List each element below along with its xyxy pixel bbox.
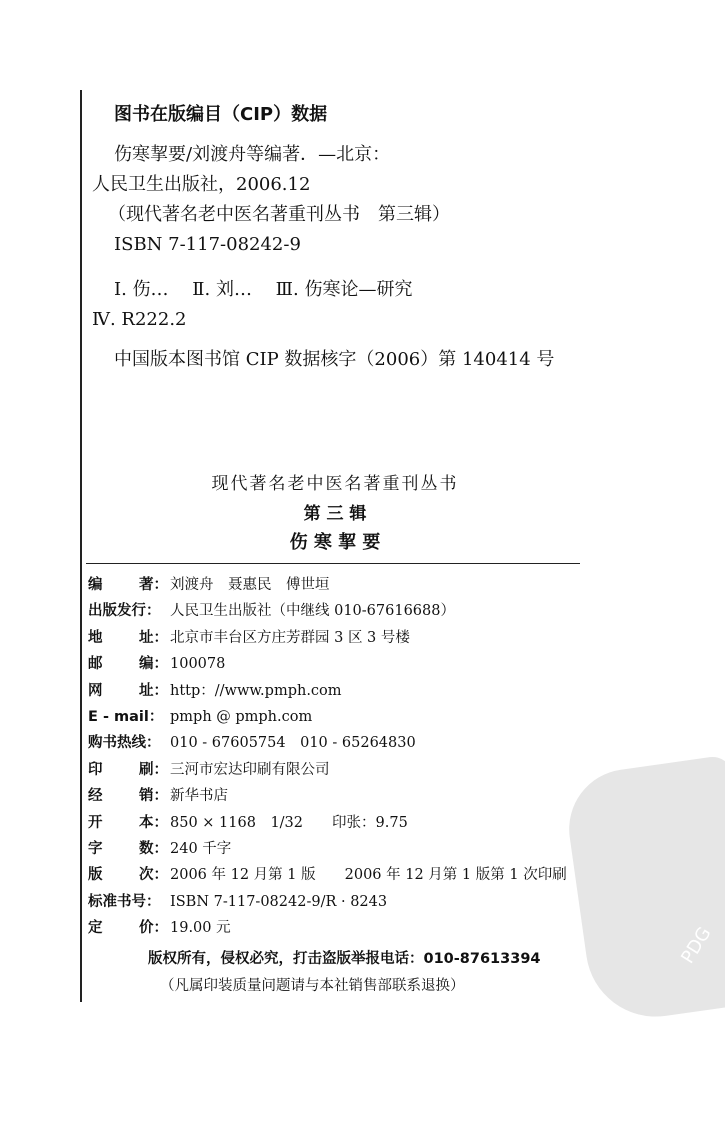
detail-label-part: 开: [88, 814, 103, 831]
detail-label-part: 标准书号：: [88, 893, 161, 910]
detail-label-part: 定: [88, 920, 103, 937]
detail-label: [88, 682, 168, 700]
detail-row: [88, 866, 567, 884]
detail-label: [88, 576, 168, 594]
seal-watermark: [561, 754, 725, 1025]
detail-value: 19.00 元: [170, 920, 231, 937]
detail-label-part: 著：: [139, 577, 168, 593]
detail-label: [88, 840, 168, 858]
detail-value: 2006 年 12 月第 1 版 2006 年 12 月第 1 版第 1 次印刷: [170, 867, 567, 884]
detail-label: [88, 893, 168, 911]
cip-line: （现代著名老中医名著重刊丛书 第三辑）: [108, 204, 450, 225]
detail-value: 010 - 67605754 010 - 65264830: [170, 735, 416, 752]
cip-line: Ⅰ. 伤… Ⅱ. 刘… Ⅲ. 伤寒论—研究: [114, 279, 413, 300]
detail-row: [88, 708, 312, 726]
detail-label: [88, 866, 168, 884]
detail-label: [88, 602, 168, 620]
detail-label-part: 出版发行：: [88, 603, 161, 620]
detail-value: ISBN 7-117-08242-9/R · 8243: [170, 893, 388, 910]
detail-row: [88, 682, 342, 700]
detail-label-part: 版: [88, 867, 103, 884]
detail-label: [88, 655, 168, 673]
detail-row: [88, 840, 231, 858]
cip-line: 人民卫生出版社，2006.12: [92, 174, 311, 195]
detail-label: [88, 629, 168, 647]
detail-row: [88, 893, 387, 911]
volume-label: 第 三 辑: [303, 504, 367, 524]
divider: [86, 563, 580, 564]
detail-label-part: 经: [88, 788, 103, 805]
detail-label-part: 刷：: [139, 761, 168, 778]
detail-label: [88, 734, 168, 752]
detail-label-part: 编：: [139, 656, 168, 673]
detail-row: [88, 734, 416, 752]
detail-label-part: 印: [88, 761, 103, 778]
book-title: 伤 寒 挈 要: [289, 532, 381, 553]
detail-label-part: 次：: [139, 867, 168, 884]
detail-label: [88, 814, 168, 832]
detail-value: 三河市宏达印刷有限公司: [170, 761, 330, 778]
cip-line: 中国版本图书馆 CIP 数据核字（2006）第 140414 号: [114, 349, 555, 370]
detail-label-part: 邮: [88, 656, 103, 673]
detail-label-part: 数：: [139, 841, 168, 857]
detail-label-part: 地: [88, 629, 103, 646]
detail-row: [88, 814, 408, 832]
detail-value: 新华书店: [170, 788, 228, 805]
detail-label-part: 址：: [139, 629, 168, 646]
detail-label-part: 价：: [139, 920, 168, 937]
copyright-notice: 版权所有，侵权必究，打击盗版举报电话：010-87613394: [148, 951, 541, 967]
cip-heading: 图书在版编目（CIP）数据: [114, 104, 328, 125]
detail-value: 100078: [170, 656, 226, 673]
detail-label-part: 址：: [139, 682, 168, 699]
detail-value: 850 × 1168 1/32 印张：9.75: [170, 814, 408, 831]
detail-label: [88, 787, 168, 805]
detail-label-part: 编: [88, 577, 103, 593]
cip-line: ISBN 7-117-08242-9: [114, 234, 301, 255]
detail-value: 人民卫生出版社（中继线 010-67616688）: [170, 603, 455, 620]
detail-label: [88, 761, 168, 779]
detail-row: [88, 787, 228, 805]
detail-value: http：//www.pmph.com: [170, 682, 342, 699]
margin-rule: [80, 90, 82, 1002]
detail-row: [88, 629, 410, 647]
detail-value: 刘渡舟 聂惠民 傅世垣: [170, 577, 330, 593]
watermark-text: PDG: [677, 923, 716, 968]
return-notice: （凡属印装质量问题请与本社销售部联系退换）: [160, 978, 465, 994]
detail-row: [88, 602, 455, 620]
cip-line: 伤寒挈要/刘渡舟等编著．—北京：: [114, 144, 391, 165]
detail-value: 240 千字: [170, 841, 232, 857]
detail-row: [88, 576, 330, 594]
detail-label-part: E - mail：: [88, 709, 164, 725]
detail-label-part: 网: [88, 682, 103, 699]
detail-row: [88, 655, 225, 673]
detail-label-part: 字: [88, 841, 103, 857]
detail-label: [88, 708, 168, 726]
series-title: 现代著名老中医名著重刊丛书: [211, 474, 459, 494]
detail-value: pmph @ pmph.com: [170, 709, 313, 725]
detail-row: [88, 761, 330, 779]
detail-label: [88, 919, 168, 937]
detail-label-part: 本：: [139, 814, 168, 831]
detail-value: 北京市丰台区方庄芳群园 3 区 3 号楼: [170, 629, 410, 646]
cip-line: Ⅳ. R222.2: [92, 309, 187, 330]
detail-label-part: 销：: [139, 788, 168, 805]
detail-label-part: 购书热线：: [88, 735, 161, 752]
detail-row: [88, 919, 231, 937]
